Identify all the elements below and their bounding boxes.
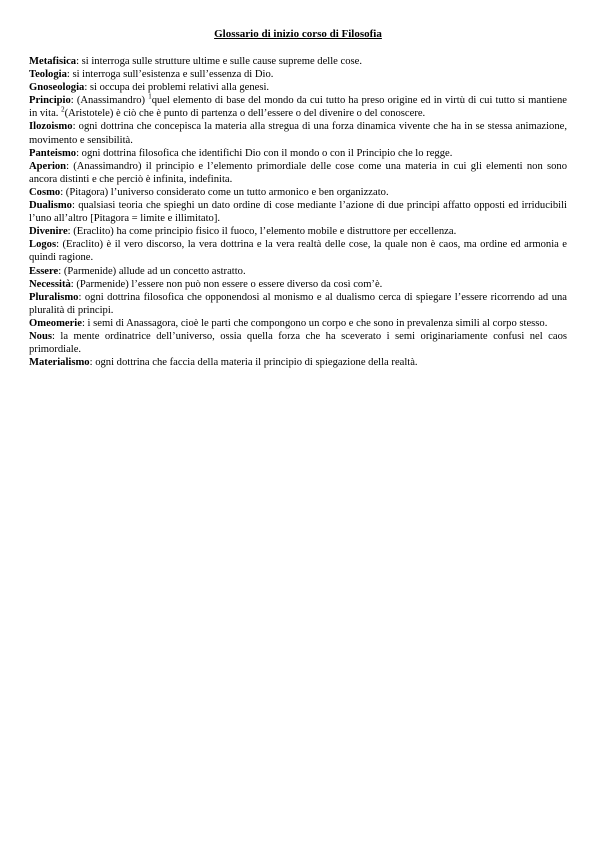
glossary-definition: : ogni dottrina che faccia della materia il principio di spiegazione della realtà. bbox=[89, 357, 418, 369]
glossary-entry-logos bbox=[29, 238, 567, 264]
glossary-term: Essere bbox=[29, 265, 59, 277]
document-title: Glossario di inizio corso di Filosofia bbox=[214, 28, 382, 40]
glossary-entry-panteismo bbox=[29, 147, 567, 160]
glossary-definition: : ogni dottrina che concepisca la materia alla stregua di una forza dinamica vivente che ha in se stessa animazione, movimento e sensibilità. bbox=[29, 121, 567, 146]
glossary-definition: : ogni dottrina filosofica che identifichi Dio con il mondo o con il Principio che lo regge. bbox=[76, 147, 453, 159]
glossary-definition: : (Anassimandro) bbox=[70, 95, 149, 107]
glossary-entry-teologia bbox=[29, 68, 567, 81]
glossary-term: Logos bbox=[29, 239, 57, 251]
glossary-definition: quel elemento di base del mondo da cui tutto ha preso origine ed in virtù di cui tutto si mantiene in vita. bbox=[29, 95, 567, 120]
glossary-term: Ilozoismo bbox=[29, 121, 73, 133]
glossary-definition: : (Eraclito) è il vero discorso, la vera dottrina e la vera realtà delle cose, la quale non è caos, ma ordine ed armonia e quindi ragione. bbox=[29, 239, 567, 264]
document-page bbox=[29, 27, 567, 369]
glossary-term: Aperion bbox=[29, 160, 67, 172]
glossary-entry-cosmo bbox=[29, 186, 567, 199]
glossary-entry-dualismo bbox=[29, 199, 567, 225]
glossary-definition: : (Eraclito) ha come principio fisico il fuoco, l’elemento mobile e distruttore per eccellenza. bbox=[67, 226, 457, 238]
glossary-term: Principio bbox=[29, 95, 71, 107]
glossary-definition: : ogni dottrina filosofica che opponendosi al monismo e al dualismo cerca di spiegare l’essere ricorrendo ad una pluralità di principi. bbox=[29, 291, 567, 316]
glossary-term: Gnoseologia bbox=[29, 82, 85, 94]
glossary-entry-gnoseologia bbox=[29, 81, 567, 94]
glossary-definition: : (Parmenide) l’essere non può non essere o essere diverso da così com’è. bbox=[70, 278, 383, 290]
glossary-definition: (Aristotele) è ciò che è punto di partenza o dell’essere o del divenire o del conoscere. bbox=[64, 108, 426, 120]
glossary-definition: : si interroga sull’esistenza e sull’essenza di Dio. bbox=[66, 69, 274, 81]
glossary-definition: : si occupa dei problemi relativi alla genesi. bbox=[84, 82, 270, 94]
glossary-list bbox=[29, 55, 567, 369]
glossary-term: Metafisica bbox=[29, 56, 77, 67]
footnote-marker: 1 bbox=[148, 92, 152, 101]
glossary-definition: : la mente ordinatrice dell’universo, ossia quella forza che ha sceverato i semi originariamente confusi nel caos primordiale. bbox=[29, 330, 567, 356]
glossary-entry-materialismo bbox=[29, 356, 567, 369]
glossary-definition: : (Anassimandro) il principio e l’elemento primordiale delle cose come una materia in cui gli elementi non sono ancora distinti e che perciò è infinita, indefinita. bbox=[29, 160, 567, 185]
glossary-entry-nous bbox=[29, 330, 567, 356]
glossary-term: Teologia bbox=[29, 69, 67, 81]
glossary-definition: : i semi di Anassagora, cioè le parti che compongono un corpo e che sono in prevalenza simili al corpo stesso. bbox=[81, 317, 548, 329]
glossary-entry-omeomerie bbox=[29, 317, 567, 330]
glossary-term: Panteismo bbox=[29, 147, 77, 159]
glossary-term: Materialismo bbox=[29, 357, 90, 369]
glossary-definition: : qualsiasi teoria che spieghi un dato ordine di cose mediante l’azione di due principi affatto opposti ed irriducibili l’uno all’altro [Pitagora = limite e illimitato]. bbox=[29, 200, 567, 225]
glossary-term: Pluralismo bbox=[29, 291, 79, 303]
glossary-entry-essere bbox=[29, 265, 567, 278]
glossary-term: Nous bbox=[29, 330, 52, 342]
glossary-term: Omeomerie bbox=[29, 317, 82, 329]
glossary-entry-principio bbox=[29, 94, 567, 120]
glossary-definition: : (Pitagora) l’universo considerato come un tutto armonico e ben organizzato. bbox=[60, 186, 389, 198]
glossary-definition: : si interroga sulle strutture ultime e sulle cause supreme delle cose. bbox=[76, 56, 363, 67]
glossary-entry-necessita bbox=[29, 278, 567, 291]
glossary-definition: : (Parmenide) allude ad un concetto astratto. bbox=[58, 265, 246, 277]
glossary-entry-divenire bbox=[29, 225, 567, 238]
glossary-term: Cosmo bbox=[29, 186, 61, 198]
glossary-term: Necessità bbox=[29, 278, 71, 290]
footnote-marker: 2 bbox=[61, 105, 65, 114]
glossary-entry-metafisica bbox=[29, 55, 567, 68]
glossary-entry-ilozoismo bbox=[29, 120, 567, 146]
glossary-entry-aperion bbox=[29, 160, 567, 186]
glossary-term: Divenire bbox=[29, 226, 68, 238]
glossary-entry-pluralismo bbox=[29, 291, 567, 317]
glossary-term: Dualismo bbox=[29, 200, 72, 212]
